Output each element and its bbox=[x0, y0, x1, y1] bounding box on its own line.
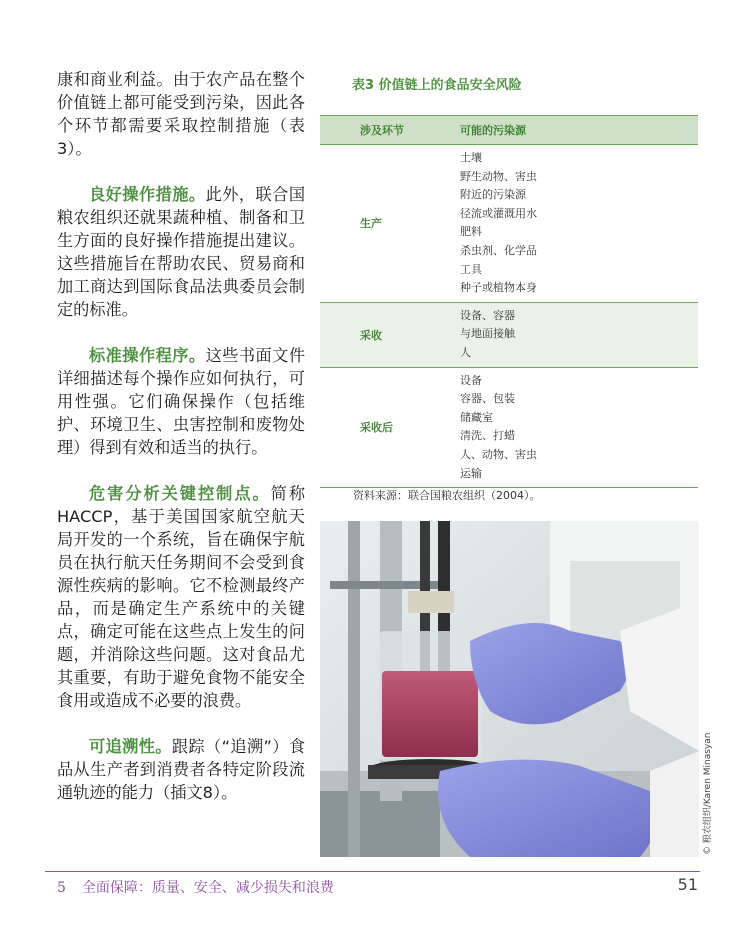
paragraph-text: 简称HACCP，基于美国国家航空航天局开发的一个系统，旨在确保宇航员在执行航天任务期间不会受到食源性疾病的影响。它不检测最终产品，而是确定生产系统中的关键点，确定可能在这些点上发生的问题，并消除这些问题。这对食品尤其重要，有助于避免食物不能安全食用或造成不必要的浪费。 bbox=[57, 484, 306, 710]
source-item: 野生动物、害虫 bbox=[460, 169, 537, 183]
source-item: 工具 bbox=[460, 262, 482, 276]
chapter-title: 全面保障：质量、安全、减少损失和浪费 bbox=[81, 880, 334, 896]
chapter-number: 5 bbox=[57, 880, 66, 896]
header-sources: 可能的污染源 bbox=[460, 124, 526, 137]
body-text-column bbox=[57, 68, 305, 827]
paragraph-intro bbox=[57, 68, 305, 160]
header-stage: 涉及环节 bbox=[360, 124, 404, 137]
risk-table bbox=[320, 115, 698, 488]
source-item: 人、动物、害虫 bbox=[460, 447, 537, 461]
row-sources bbox=[455, 145, 537, 302]
photo-credit: © 粮农组织/Karen Minasyan bbox=[703, 732, 713, 855]
source-item: 人 bbox=[460, 345, 471, 359]
paragraph-sop bbox=[57, 344, 305, 459]
table-header bbox=[320, 115, 698, 145]
paragraph-haccp bbox=[57, 482, 305, 712]
paragraph-lead: 危害分析关键控制点。 bbox=[89, 484, 271, 503]
source-item: 设备 bbox=[460, 373, 482, 387]
row-stage: 采收 bbox=[360, 328, 382, 342]
paragraph-gap bbox=[57, 183, 305, 321]
row-sources bbox=[455, 303, 515, 367]
row-sources bbox=[455, 368, 537, 488]
paragraph-text: 康和商业利益。由于农产品在整个价值链上都可能受到污染，因此各个环节都需要采取控制措施（表3）。 bbox=[57, 70, 305, 158]
source-item: 运输 bbox=[460, 466, 482, 480]
source-item: 肥料 bbox=[460, 225, 482, 239]
paragraph-lead: 标准操作程序。 bbox=[89, 346, 206, 365]
table-row bbox=[320, 145, 698, 303]
paragraph-lead: 可追溯性。 bbox=[89, 737, 172, 756]
row-stage: 采收后 bbox=[360, 421, 393, 435]
source-item: 附近的污染源 bbox=[460, 188, 526, 202]
paragraph-text: 这些书面文件详细描述每个操作应如何执行，可用性强。它们确保操作（包括维护、环境卫生、虫害控制和废物处理）得到有效和适当的执行。 bbox=[57, 346, 306, 457]
table-row bbox=[320, 303, 698, 368]
footer-chapter bbox=[57, 877, 334, 897]
source-item: 径流或灌溉用水 bbox=[460, 206, 537, 220]
paragraph-traceability bbox=[57, 735, 305, 804]
source-item: 容器、包装 bbox=[460, 392, 515, 406]
lab-photo-illustration bbox=[320, 521, 699, 857]
footer-divider bbox=[45, 871, 700, 872]
table-title: 表3 价值链上的食品安全风险 bbox=[352, 78, 522, 93]
source-item: 土壤 bbox=[460, 151, 482, 164]
source-item: 种子或植物本身 bbox=[460, 281, 537, 295]
source-item: 与地面接触 bbox=[460, 327, 515, 341]
table-row bbox=[320, 368, 698, 489]
source-item: 杀虫剂、化学品 bbox=[460, 243, 537, 257]
paragraph-lead: 良好操作措施。 bbox=[89, 185, 206, 204]
paragraph-text: 此外，联合国粮农组织还就果蔬种植、制备和卫生方面的良好操作措施提出建议。这些措施旨在帮助农民、贸易商和加工商达到国际食品法典委员会制定的标准。 bbox=[57, 185, 306, 319]
source-item: 设备、容器 bbox=[460, 308, 515, 322]
source-item: 清洗、打蜡 bbox=[460, 429, 515, 443]
table-source-note: 资料来源：联合国粮农组织（2004）。 bbox=[353, 489, 541, 502]
row-stage: 生产 bbox=[360, 217, 382, 231]
page-number: 51 bbox=[677, 875, 698, 894]
paragraph-text: 跟踪（“追溯”）食品从生产者到消费者各特定阶段流通轨迹的能力（插文8）。 bbox=[57, 737, 306, 802]
lab-photo bbox=[320, 521, 699, 857]
source-item: 储藏室 bbox=[460, 410, 493, 424]
